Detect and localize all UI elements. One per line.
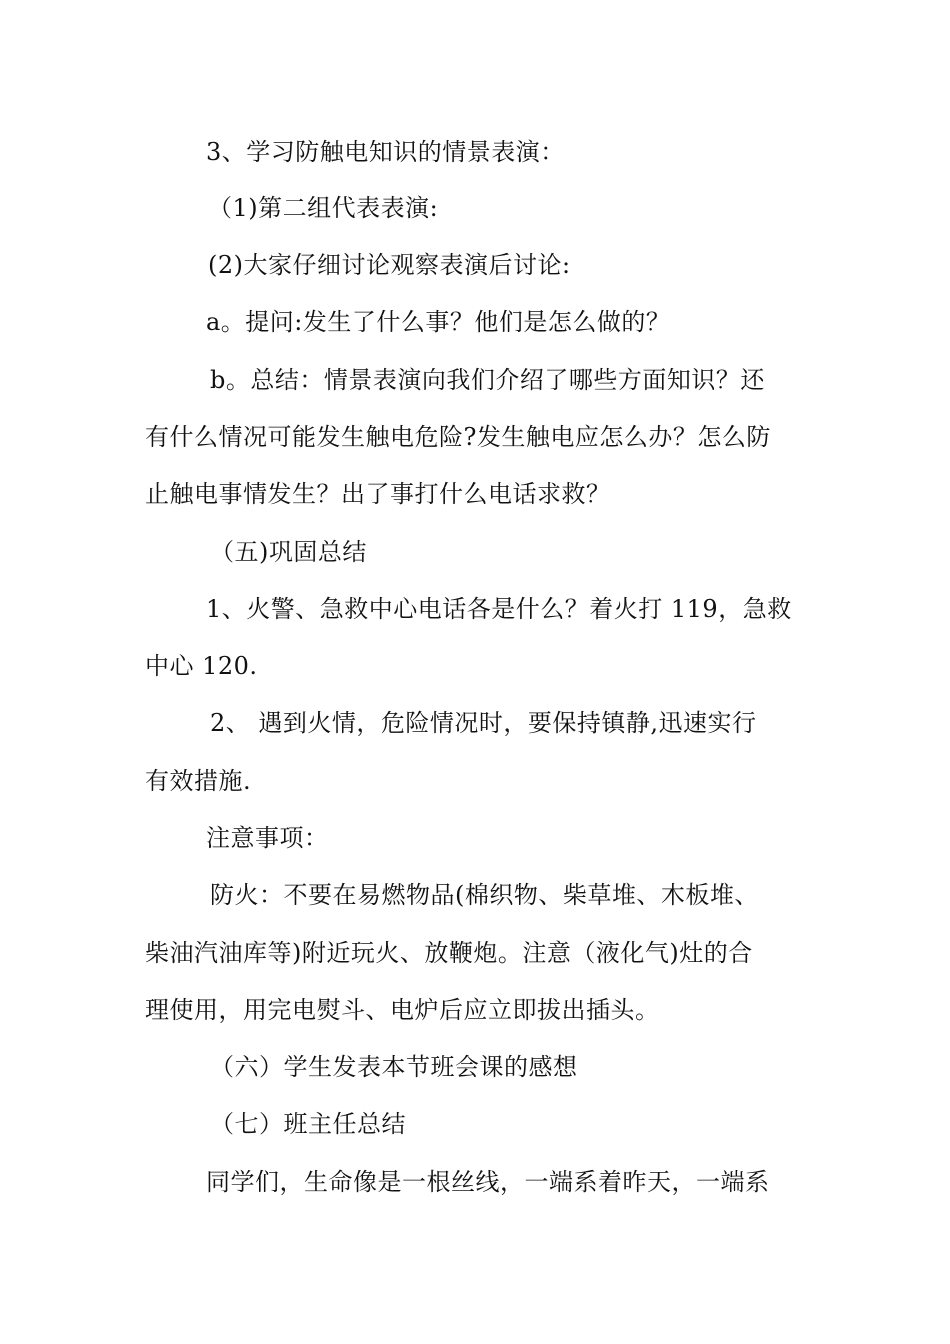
paragraph-line: 有什么情况可能发生触电危险?发生触电应怎么办？怎么防 — [145, 423, 771, 451]
section-heading: （五)巩固总结 — [210, 538, 367, 566]
section-heading: （七）班主任总结 — [210, 1110, 406, 1138]
paragraph-line: 中心 120. — [145, 652, 258, 680]
paragraph-line: (2)大家仔细讨论观察表演后讨论: — [208, 251, 571, 279]
paragraph-line: 1、火警、急救中心电话各是什么？着火打 119，急救 — [206, 595, 792, 623]
paragraph-line: b。总结：情景表演向我们介绍了哪些方面知识？还 — [210, 366, 765, 394]
paragraph-line: 柴油汽油库等)附近玩火、放鞭炮。注意（液化气)灶的合 — [145, 939, 753, 967]
paragraph-line: 止触电事情发生？出了事打什么电话求救？ — [145, 480, 611, 508]
section-heading: 注意事项： — [206, 824, 329, 852]
paragraph-line: 有效措施. — [145, 767, 252, 795]
paragraph-line: 同学们，生命像是一根丝线，一端系着昨天，一端系 — [206, 1168, 770, 1196]
paragraph-line: a。提问:发生了什么事？他们是怎么做的？ — [206, 308, 671, 336]
paragraph-line: 3、学习防触电知识的情景表演： — [206, 138, 565, 166]
section-heading: （六）学生发表本节班会课的感想 — [210, 1053, 578, 1081]
paragraph-line: 理使用，用完电熨斗、电炉后应立即拔出插头。 — [145, 996, 660, 1024]
paragraph-line: 2、 遇到火情，危险情况时，要保持镇静,迅速实行 — [210, 709, 757, 737]
paragraph-line: 防火：不要在易燃物品(棉织物、柴草堆、木板堆、 — [210, 881, 759, 909]
paragraph-line: （1)第二组代表表演: — [208, 194, 439, 222]
